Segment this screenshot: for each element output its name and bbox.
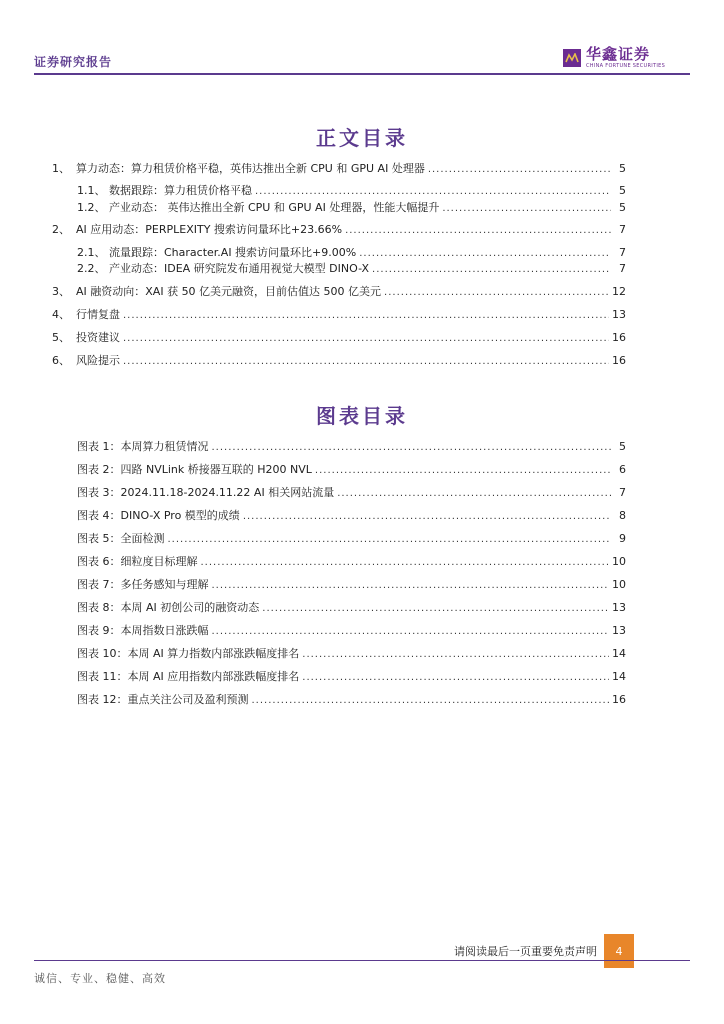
toc-entry-text: 产业动态： 英伟达推出全新 CPU 和 GPU AI 处理器，性能大幅提升 [109,201,440,214]
figure-entry-page: 16 [612,693,626,706]
figure-entry[interactable] [77,509,626,523]
figure-entry[interactable] [77,440,626,454]
figure-entry[interactable] [77,647,626,661]
dot-leader [442,202,611,216]
figure-entry[interactable] [77,578,626,592]
dot-leader [428,163,611,177]
dot-leader [255,185,611,199]
toc-entry-page: 5 [619,201,626,214]
toc-entry-number: 5、 [52,331,70,344]
figure-entry[interactable] [77,601,626,615]
toc-entry[interactable] [52,223,626,237]
figure-entry-page: 8 [619,509,626,522]
toc-entry-page: 16 [612,354,626,367]
figure-entry-text: 图表 9：本周指数日涨跌幅 [77,624,209,637]
dot-leader [372,263,611,277]
dot-leader [345,224,611,238]
disclaimer-notice: 请阅读最后一页重要免责声明 [454,945,597,958]
page-number-badge: 4 [604,934,634,968]
toc-entry[interactable] [77,184,626,198]
toc-entry-page: 7 [619,246,626,259]
figure-entry-text: 图表 5：全面检测 [77,532,165,545]
logo-subtitle: CHINA FORTUNE SECURITIES [586,63,666,69]
dot-leader [384,286,609,300]
dot-leader [123,309,609,323]
toc-entry[interactable] [52,354,626,368]
figure-entry[interactable] [77,463,626,477]
figure-entry-text: 图表 2：四路 NVLink 桥接器互联的 H200 NVL [77,463,312,476]
figure-entry[interactable] [77,486,626,500]
figure-entry[interactable] [77,693,626,707]
dot-leader [302,648,609,662]
figure-entry-text: 图表 3：2024.11.18-2024.11.22 AI 相关网站流量 [77,486,335,499]
toc-entry-page: 12 [612,285,626,298]
figure-entry-page: 10 [612,578,626,591]
dot-leader [315,464,611,478]
toc-entry-text: 产业动态：IDEA 研究院发布通用视觉大模型 DINO-X [109,262,370,275]
dot-leader [123,332,609,346]
toc-entry-page: 5 [619,162,626,175]
toc-entry[interactable] [52,285,626,299]
figure-entry-page: 5 [619,440,626,453]
toc-title: 正文目录 [316,126,408,150]
footer-slogan: 诚信、专业、稳健、高效 [34,972,166,985]
figure-entry-text: 图表 8：本周 AI 初创公司的融资动态 [77,601,260,614]
toc-entry-page: 7 [619,262,626,275]
toc-entry-number: 2.2、 [77,262,106,275]
toc-entry-number: 2.1、 [77,246,106,259]
dot-leader [359,247,611,261]
figure-entry[interactable] [77,555,626,569]
toc-entry-text: AI 融资动向：XAI 获 50 亿美元融资，目前估值达 500 亿美元 [76,285,382,298]
toc-entry[interactable] [77,262,626,276]
toc-entry-number: 4、 [52,308,70,321]
toc-entry-page: 13 [612,308,626,321]
toc-entry-page: 5 [619,184,626,197]
figure-entry-text: 图表 4：DINO-X Pro 模型的成绩 [77,509,240,522]
toc-entry[interactable] [77,201,626,215]
figure-entry[interactable] [77,670,626,684]
dot-leader [212,625,610,639]
figure-entry[interactable] [77,624,626,638]
toc-entry-text: AI 应用动态：PERPLEXITY 搜索访问量环比+23.66% [76,223,343,236]
toc-entry-number: 2、 [52,223,70,236]
figure-entry-page: 13 [612,601,626,614]
toc-entry-page: 7 [619,223,626,236]
figure-entry-page: 9 [619,532,626,545]
toc-entry-number: 1.2、 [77,201,106,214]
toc-entry-number: 3、 [52,285,70,298]
toc-entry-text: 风险提示 [76,354,120,367]
company-logo [563,46,665,70]
toc-entry-text: 算力动态：算力租赁价格平稳，英伟达推出全新 CPU 和 GPU AI 处理器 [76,162,425,175]
toc-entry[interactable] [77,246,626,260]
toc-entry-text: 数据跟踪：算力租赁价格平稳 [109,184,252,197]
toc-entry[interactable] [52,162,626,176]
report-type-label: 证券研究报告 [34,55,113,69]
toc-entry-number: 1.1、 [77,184,106,197]
dot-leader [212,579,610,593]
footer-divider [34,960,690,961]
dot-leader [243,510,611,524]
dot-leader [212,441,612,455]
figure-entry-text: 图表 7：多任务感知与理解 [77,578,209,591]
dot-leader [123,355,609,369]
dot-leader [337,487,611,501]
logo-icon [563,49,581,67]
figures-title: 图表目录 [316,404,408,428]
toc-entry[interactable] [52,331,626,345]
figure-entry-page: 14 [612,647,626,660]
toc-entry-text: 流量跟踪：Character.AI 搜索访问量环比+9.00% [109,246,357,259]
header-divider [34,73,690,75]
figure-entry-page: 14 [612,670,626,683]
toc-entry-page: 16 [612,331,626,344]
dot-leader [302,671,609,685]
figure-entry-page: 10 [612,555,626,568]
toc-entry[interactable] [52,308,626,322]
figure-entry-text: 图表 10：本周 AI 算力指数内部涨跌幅度排名 [77,647,300,660]
dot-leader [168,533,612,547]
dot-leader [252,694,610,708]
figure-entry-text: 图表 12：重点关注公司及盈利预测 [77,693,249,706]
figure-entry-page: 6 [619,463,626,476]
figure-entry-text: 图表 1：本周算力租赁情况 [77,440,209,453]
dot-leader [201,556,610,570]
figure-entry-page: 13 [612,624,626,637]
logo-name: 华鑫证券 [586,45,651,63]
figure-entry[interactable] [77,532,626,546]
toc-entry-number: 6、 [52,354,70,367]
toc-entry-number: 1、 [52,162,70,175]
figure-entry-text: 图表 11：本周 AI 应用指数内部涨跌幅度排名 [77,670,300,683]
figure-entry-page: 7 [619,486,626,499]
dot-leader [262,602,609,616]
toc-entry-text: 行情复盘 [76,308,120,321]
toc-entry-text: 投资建议 [76,331,120,344]
figure-entry-text: 图表 6：细粒度目标理解 [77,555,198,568]
